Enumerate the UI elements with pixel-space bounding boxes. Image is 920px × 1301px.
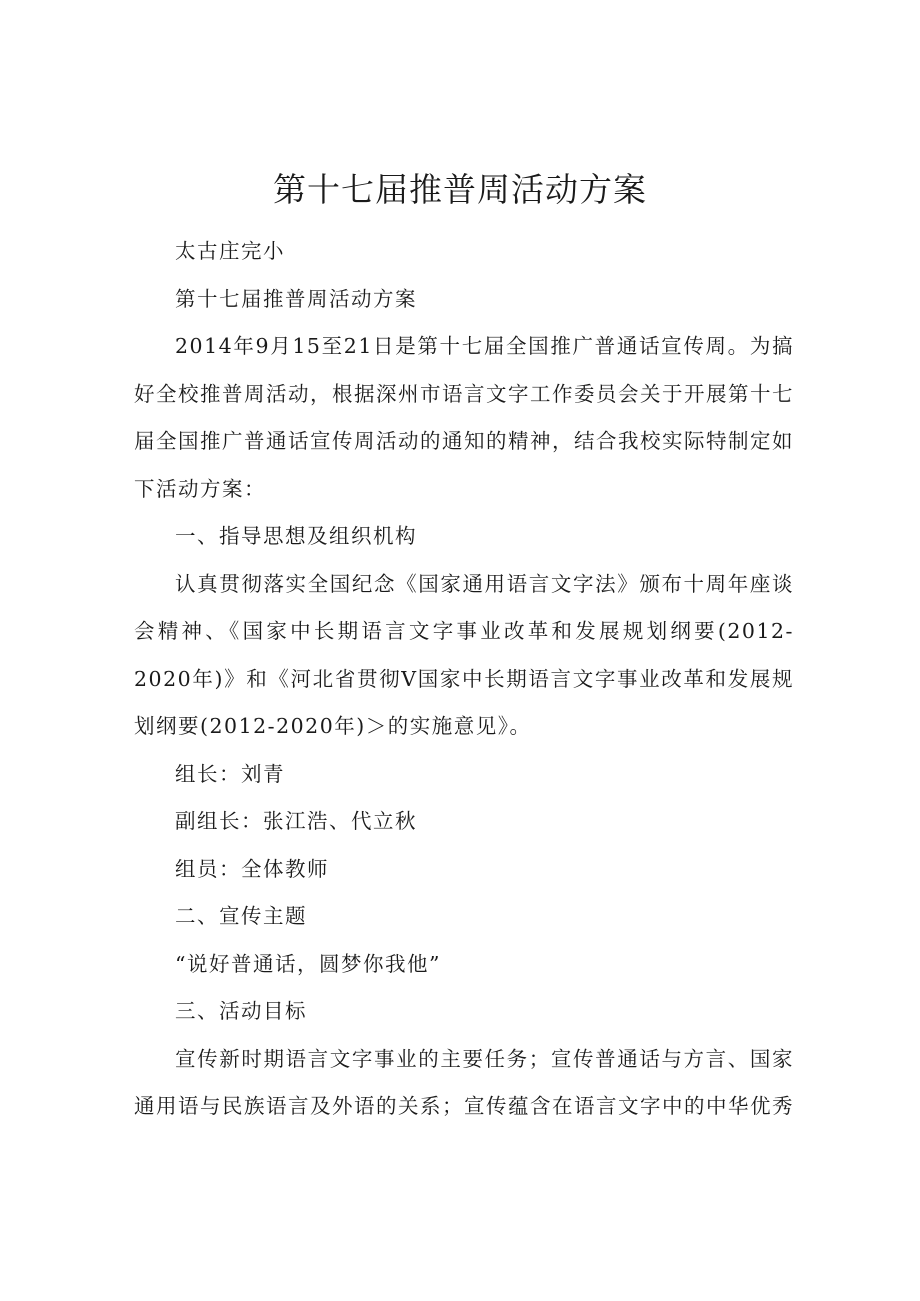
intro-paragraph: 2014年9月15至21日是第十七届全国推广普通话宣传周。为搞好全校推普周活动，根据深州市语言文字工作委员会关于开展第十七届全国推广普通话宣传周活动的通知的精神，结合我校实际特制定如下活动方案： [134, 334, 794, 501]
guiding-paragraph: 认真贯彻落实全国纪念《国家通用语言文字法》颁布十周年座谈会精神、《国家中长期语言文字事业改革和发展规划纲要(2012-2020年)》和《河北省贯彻V国家中长期语言文字事业改革和发展规划纲要(2012-2020年)＞的实施意见》。 [134, 571, 794, 738]
group-leader: 组长：刘青 [175, 761, 285, 786]
document-body [134, 228, 794, 1131]
deputy-leaders: 副组长：张江浩、代立秋 [175, 809, 417, 833]
school-name: 太古庄完小 [175, 239, 285, 263]
section-heading-3: 三、活动目标 [175, 999, 307, 1023]
subtitle: 第十七届推普周活动方案 [175, 286, 417, 311]
goals-paragraph: 宣传新时期语言文字事业的主要任务；宣传普通话与方言、国家通用语与民族语言及外语的关系；宣传蕴含在语言文字中的中华优秀 [134, 1046, 794, 1118]
group-members: 组员：全体教师 [175, 856, 329, 881]
theme-slogan: “说好普通话，圆梦你我他” [175, 951, 441, 976]
section-heading-1: 一、指导思想及组织机构 [175, 524, 417, 548]
document-title: 第十七届推普周活动方案 [273, 170, 647, 209]
section-heading-2: 二、宣传主题 [175, 904, 307, 928]
